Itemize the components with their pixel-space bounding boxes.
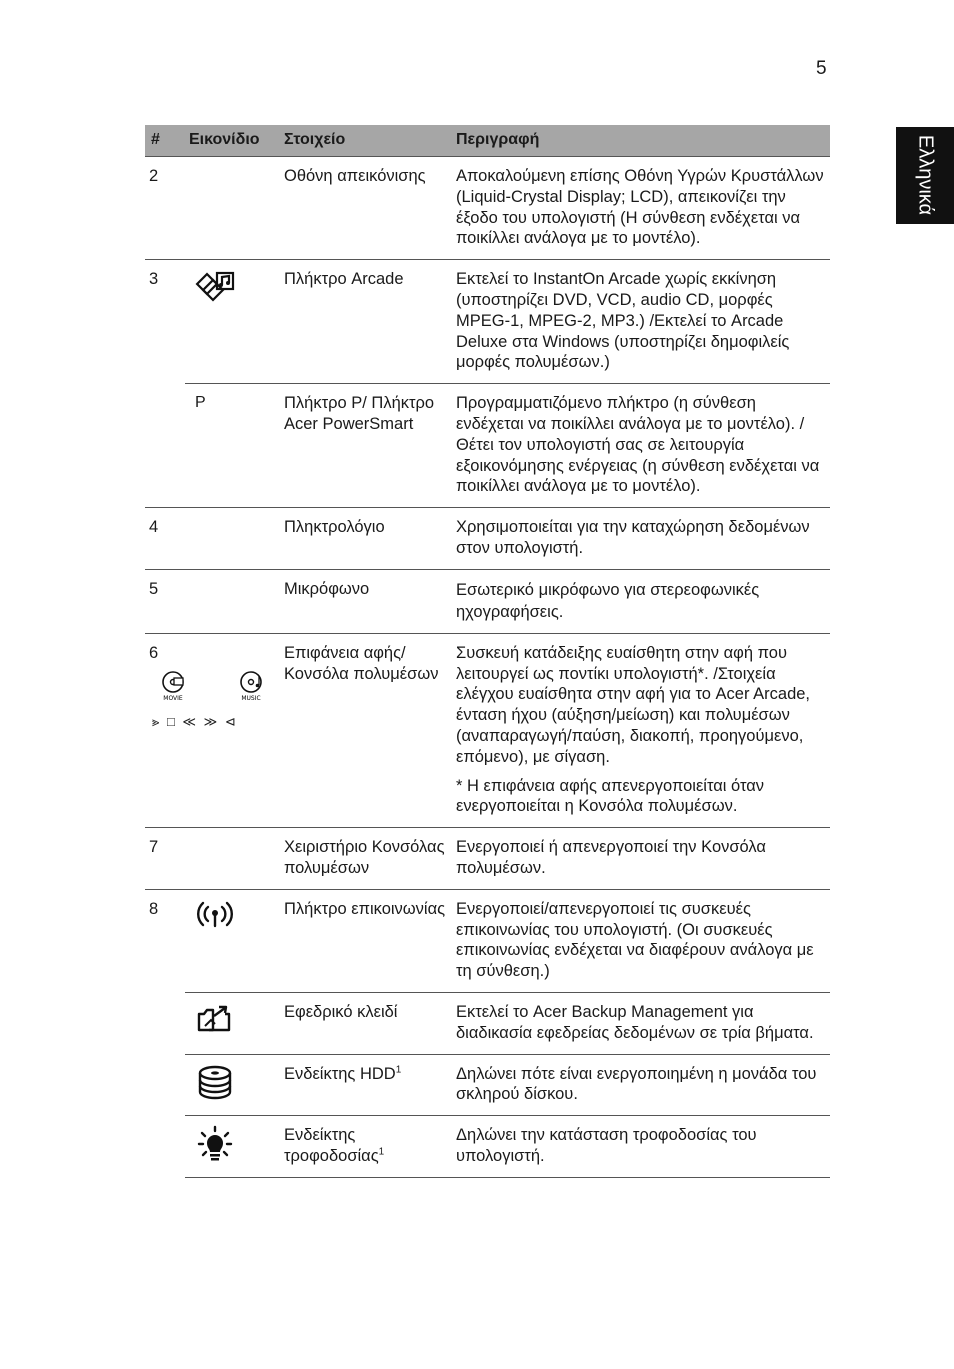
- item-description: Προγραμματιζόμενο πλήκτρο (η σύνθεση ενδέχεται να ποικίλλει ανάλογα με το μοντέλο). /Θέτει τον υπολογιστή σας σε λειτουργία εξοικονόμησης ενέργειας (η σύνθεση ενδέχεται να ποικίλλει ανάλογα με το μοντέλο).: [456, 394, 820, 496]
- item-name: Πληκτρολόγιο: [284, 518, 385, 537]
- power-indicator-icon: [195, 1125, 235, 1163]
- item-description: Χρησιμοποιείται για την καταχώρηση δεδομένων στον υπολογιστή.: [456, 518, 810, 557]
- table-row: [145, 157, 830, 260]
- item-description: Συσκευή κατάδειξης ευαίσθητη στην αφή που λειτουργεί ως ποντίκι υπολογιστή*. /Στοιχεία ελέγχου ευαίσθητα στην αφή για το Acer Arcade, ένταση ήχου (αύξηση/μείωση) και πολυμέσων (αναπαραγωγή/παύση, διακοπή, προηγούμενο, επόμενο), με σίγαση.: [456, 643, 811, 766]
- table-row: [145, 633, 830, 827]
- backup-icon: [195, 1002, 235, 1034]
- item-name: Μικρόφωνο: [284, 579, 370, 598]
- item-name: Οθόνη απεικόνισης: [284, 167, 426, 185]
- language-tab-label: Ελληνικά: [914, 134, 937, 216]
- item-name-text: Ενδείκτης τροφοδοσίας: [284, 1126, 379, 1165]
- footnote-marker: 1: [378, 1146, 385, 1158]
- row-number: 7: [149, 838, 159, 857]
- footnote-marker: 1: [395, 1064, 402, 1075]
- table-row: [145, 508, 830, 570]
- item-name: Χειριστήριο Κονσόλας πολυμέσων: [284, 838, 445, 877]
- language-tab: [896, 127, 954, 224]
- item-description: Εσωτερικό μικρόφωνο για στερεοφωνικές ηχογραφήσεις.: [456, 580, 760, 621]
- row-number: 8: [149, 899, 159, 918]
- item-name: Επιφάνεια αφής/ Κονσόλα πολυμέσων: [284, 643, 439, 683]
- item-description: Ενεργοποιεί/απενεργοποιεί τις συσκευές επικοινωνίας του υπολογιστή. (Οι συσκευές επικοινωνίας ενδέχεται να διαφέρουν ανάλογα με τη σύνθεση.): [456, 899, 814, 981]
- item-note: * Η επιφάνεια αφής απενεργοποιείται όταν ενεργοποιείται η Κονσόλα πολυμέσων.: [456, 776, 765, 816]
- movie-disc-icon: [157, 670, 191, 702]
- row-number: 4: [149, 518, 159, 537]
- music-disc-label: MUSIC: [241, 694, 261, 702]
- header-desc: Περιγραφή: [452, 125, 830, 157]
- hdd-icon: [195, 1064, 235, 1102]
- movie-disc-label: MOVIE: [163, 694, 183, 702]
- item-name: Πλήκτρο επικοινωνίας: [284, 899, 446, 918]
- p-key-icon: P: [195, 394, 206, 412]
- item-description: Αποκαλούμενη επίσης Οθόνη Υγρών Κρυστάλλων (Liquid-Crystal Display; LCD), απεικονίζει την έξοδο του υπολογιστή (Η σύνθεση ενδέχεται να ποικίλλει ανάλογα με το μοντέλο).: [456, 167, 824, 248]
- table-row: [145, 1054, 830, 1116]
- table-header-row: [145, 125, 830, 157]
- table-row: [145, 992, 830, 1054]
- item-name: Πλήκτρο Arcade: [284, 270, 404, 289]
- table-row: [145, 384, 830, 508]
- item-name: Εφεδρικό κλειδί: [284, 1002, 398, 1021]
- component-table: [145, 125, 830, 1178]
- table-row: [145, 1116, 830, 1178]
- item-name: [284, 1055, 448, 1095]
- table-row: [145, 569, 830, 633]
- item-description: Εκτελεί το Acer Backup Management για διαδικασία εφεδρείας δεδομένων σε τρία βήματα.: [456, 1002, 814, 1042]
- item-name: [284, 1116, 448, 1177]
- media-control-icons: ⪢ □ ≪ ≫ ⊲: [152, 713, 238, 729]
- item-description: Δηλώνει πότε είναι ενεργοποιημένη η μονάδα του σκληρού δίσκου.: [456, 1064, 817, 1104]
- wireless-icon: [195, 899, 235, 929]
- item-description: Δηλώνει την κατάσταση τροφοδοσίας του υπολογιστή.: [456, 1126, 757, 1165]
- header-num: #: [145, 125, 185, 157]
- item-name-text: Ενδείκτης HDD: [284, 1064, 396, 1083]
- row-number: 2: [149, 167, 159, 185]
- table-row: [145, 889, 830, 992]
- arcade-icon: [195, 269, 237, 303]
- row-number: 6: [149, 643, 159, 662]
- row-number: 3: [149, 270, 159, 289]
- header-icon: Εικονίδιο: [185, 125, 280, 157]
- page-number: 5: [816, 58, 827, 79]
- media-disc-icons: [157, 670, 269, 702]
- header-item: Στοιχείο: [280, 125, 452, 157]
- music-disc-icon: [235, 670, 269, 702]
- item-name: Πλήκτρο P/ Πλήκτρο Acer PowerSmart: [284, 394, 435, 433]
- item-description: Ενεργοποιεί ή απενεργοποιεί την Κονσόλα πολυμέσων.: [456, 838, 766, 877]
- table-row: [145, 260, 830, 384]
- table-row: [145, 828, 830, 890]
- item-description: Εκτελεί το InstantOn Arcade χωρίς εκκίνηση (υποστηρίζει DVD, VCD, audio CD, μορφές MPEG-1, MPEG-2, MP3.) /Εκτελεί το Arcade Deluxe στα Windows (υποστηρίζει δημοφιλείς μορφές πολυμέσων.): [456, 270, 790, 372]
- row-number: 5: [149, 579, 159, 598]
